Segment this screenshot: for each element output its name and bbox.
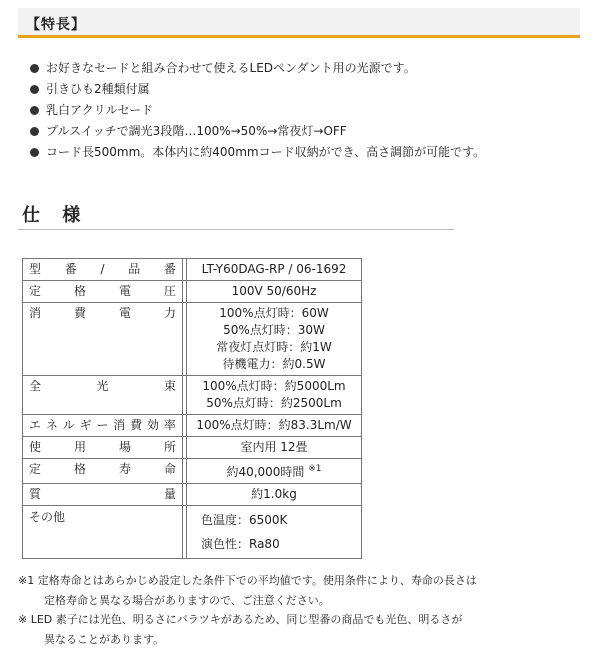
spec-value-text: 演色性：Ra80 <box>201 537 280 551</box>
spec-label-char: 使 <box>29 440 42 454</box>
spec-value-line <box>191 283 357 300</box>
spec-label-char: エ <box>29 418 42 432</box>
spec-label-char: 品 <box>128 262 141 276</box>
spec-value-line <box>191 261 357 278</box>
spec-value-line <box>191 486 357 503</box>
spec-value-text: 色温度：6500K <box>201 513 288 527</box>
spec-label-char: 効 <box>147 418 160 432</box>
spec-label-char: 消 <box>29 306 42 320</box>
spec-label-char: 型 <box>29 262 42 276</box>
spec-value-text: 待機電力：約0.5W <box>222 357 326 371</box>
spec-label-char: 束 <box>163 379 176 393</box>
spec-value-line <box>191 378 357 395</box>
feature-item: コード長500mm。本体内に約400mmコード収納ができ、高さ調節が可能です。 <box>30 142 485 163</box>
spec-value-line <box>201 532 357 556</box>
spec-value <box>187 459 362 484</box>
spec-value-text: 100%点灯時：60W <box>219 306 329 320</box>
feature-item: 乳白アクリルセード <box>30 100 485 121</box>
spec-label <box>23 281 183 303</box>
spec-value <box>187 303 362 376</box>
spec-divider <box>18 229 454 230</box>
spec-value-text: 100%点灯時：約83.3Lm/W <box>196 418 352 432</box>
spec-table <box>22 258 362 559</box>
spec-label-char: 電 <box>118 284 131 298</box>
spec-label <box>23 259 183 281</box>
spec-value-line <box>191 322 357 339</box>
spec-label <box>23 376 183 415</box>
spec-label-char: 圧 <box>163 284 176 298</box>
feature-item: お好きなセードと組み合わせて使えるLEDペンダント用の光源です。 <box>30 58 485 79</box>
spec-label <box>23 459 183 484</box>
spec-label-char: 光 <box>96 379 109 393</box>
spec-label <box>23 415 183 437</box>
notes <box>18 571 477 649</box>
spec-value <box>187 437 362 459</box>
spec-value-text: 約1.0kg <box>251 487 297 501</box>
spec-label-char: 格 <box>73 462 86 476</box>
spec-value-text: 100V 50/60Hz <box>231 284 317 298</box>
spec-row <box>23 376 362 415</box>
spec-label-char: 用 <box>73 440 86 454</box>
spec-label <box>23 506 183 559</box>
spec-label-char: 場 <box>118 440 131 454</box>
spec-label-char: 全 <box>29 379 42 393</box>
spec-value <box>187 281 362 303</box>
spec-label-char: 質 <box>29 487 42 501</box>
feature-item: 引きひも2種類付属 <box>30 79 485 100</box>
spec-label-text: その他 <box>29 510 66 524</box>
spec-row <box>23 415 362 437</box>
spec-value-line <box>201 508 357 532</box>
spec-label-char: 寿 <box>118 462 131 476</box>
spec-row <box>23 484 362 506</box>
spec-label-char: 消 <box>113 418 126 432</box>
spec-value <box>187 376 362 415</box>
spec-label-char: ネ <box>45 418 58 432</box>
spec-label-char: 率 <box>163 418 176 432</box>
note-line: ※1 定格寿命とはあらかじめ設定した条件下での平均値です。使用条件により、寿命の長さは <box>18 574 477 587</box>
spec-label-char: ル <box>62 418 75 432</box>
spec-label-char: 費 <box>130 418 143 432</box>
spec-label-char: 番 <box>163 262 176 276</box>
spec-label-char: 力 <box>163 306 176 320</box>
spec-title: 仕 様 <box>22 205 89 226</box>
spec-label-char: / <box>100 262 105 276</box>
spec-label <box>23 303 183 376</box>
spec-value <box>187 506 362 559</box>
features-header <box>18 8 580 38</box>
spec-label-char: 格 <box>73 284 86 298</box>
feature-list <box>30 58 485 163</box>
spec-label-char: 所 <box>163 440 176 454</box>
spec-row <box>23 259 362 281</box>
note-line: ※ LED 素子には光色、明るさにバラツキがあるため、同じ型番の商品でも光色、明るさが <box>18 613 463 626</box>
spec-value-line <box>191 395 357 412</box>
spec-value-line <box>191 461 357 481</box>
spec-label-char: 電 <box>118 306 131 320</box>
spec-value-text: 約40,000時間 <box>226 465 305 479</box>
spec-label-char: 命 <box>163 462 176 476</box>
spec-row <box>23 506 362 559</box>
feature-item: プルスイッチで調光3段階…100%→50%→常夜灯→OFF <box>30 121 485 142</box>
note-line: 定格寿命と異なる場合がありますので、ご注意ください。 <box>44 593 330 607</box>
spec-value-text: 常夜灯点灯時：約1W <box>216 340 332 354</box>
spec-value-text: 50%点灯時：約2500Lm <box>206 396 342 410</box>
spec-value-line <box>191 305 357 322</box>
spec-label-char: ギ <box>79 418 92 432</box>
spec-value-text: 室内用 12畳 <box>240 440 308 454</box>
spec-label-char: 定 <box>29 462 42 476</box>
spec-row <box>23 459 362 484</box>
spec-value <box>187 259 362 281</box>
spec-value-text: LT-Y60DAG-RP / 06-1692 <box>201 262 347 276</box>
spec-value <box>187 484 362 506</box>
spec-row <box>23 303 362 376</box>
spec-label-char: ー <box>96 418 109 432</box>
spec-label-char: 量 <box>163 487 176 501</box>
spec-row <box>23 437 362 459</box>
spec-value-line <box>191 439 357 456</box>
note-line: 異なることがあります。 <box>44 632 165 646</box>
spec-value-line <box>191 356 357 373</box>
spec-value-text: 100%点灯時：約5000Lm <box>202 379 346 393</box>
spec-label <box>23 484 183 506</box>
spec-value <box>187 415 362 437</box>
spec-label-char: 費 <box>73 306 86 320</box>
spec-row <box>23 281 362 303</box>
spec-label-char: 定 <box>29 284 42 298</box>
footnote-marker: ※1 <box>308 464 322 474</box>
spec-value-line <box>191 339 357 356</box>
spec-value-line <box>191 417 357 434</box>
features-header-title: 【特長】 <box>26 17 86 33</box>
spec-value-text: 50%点灯時：30W <box>223 323 325 337</box>
spec-label-char: 番 <box>64 262 77 276</box>
spec-label <box>23 437 183 459</box>
